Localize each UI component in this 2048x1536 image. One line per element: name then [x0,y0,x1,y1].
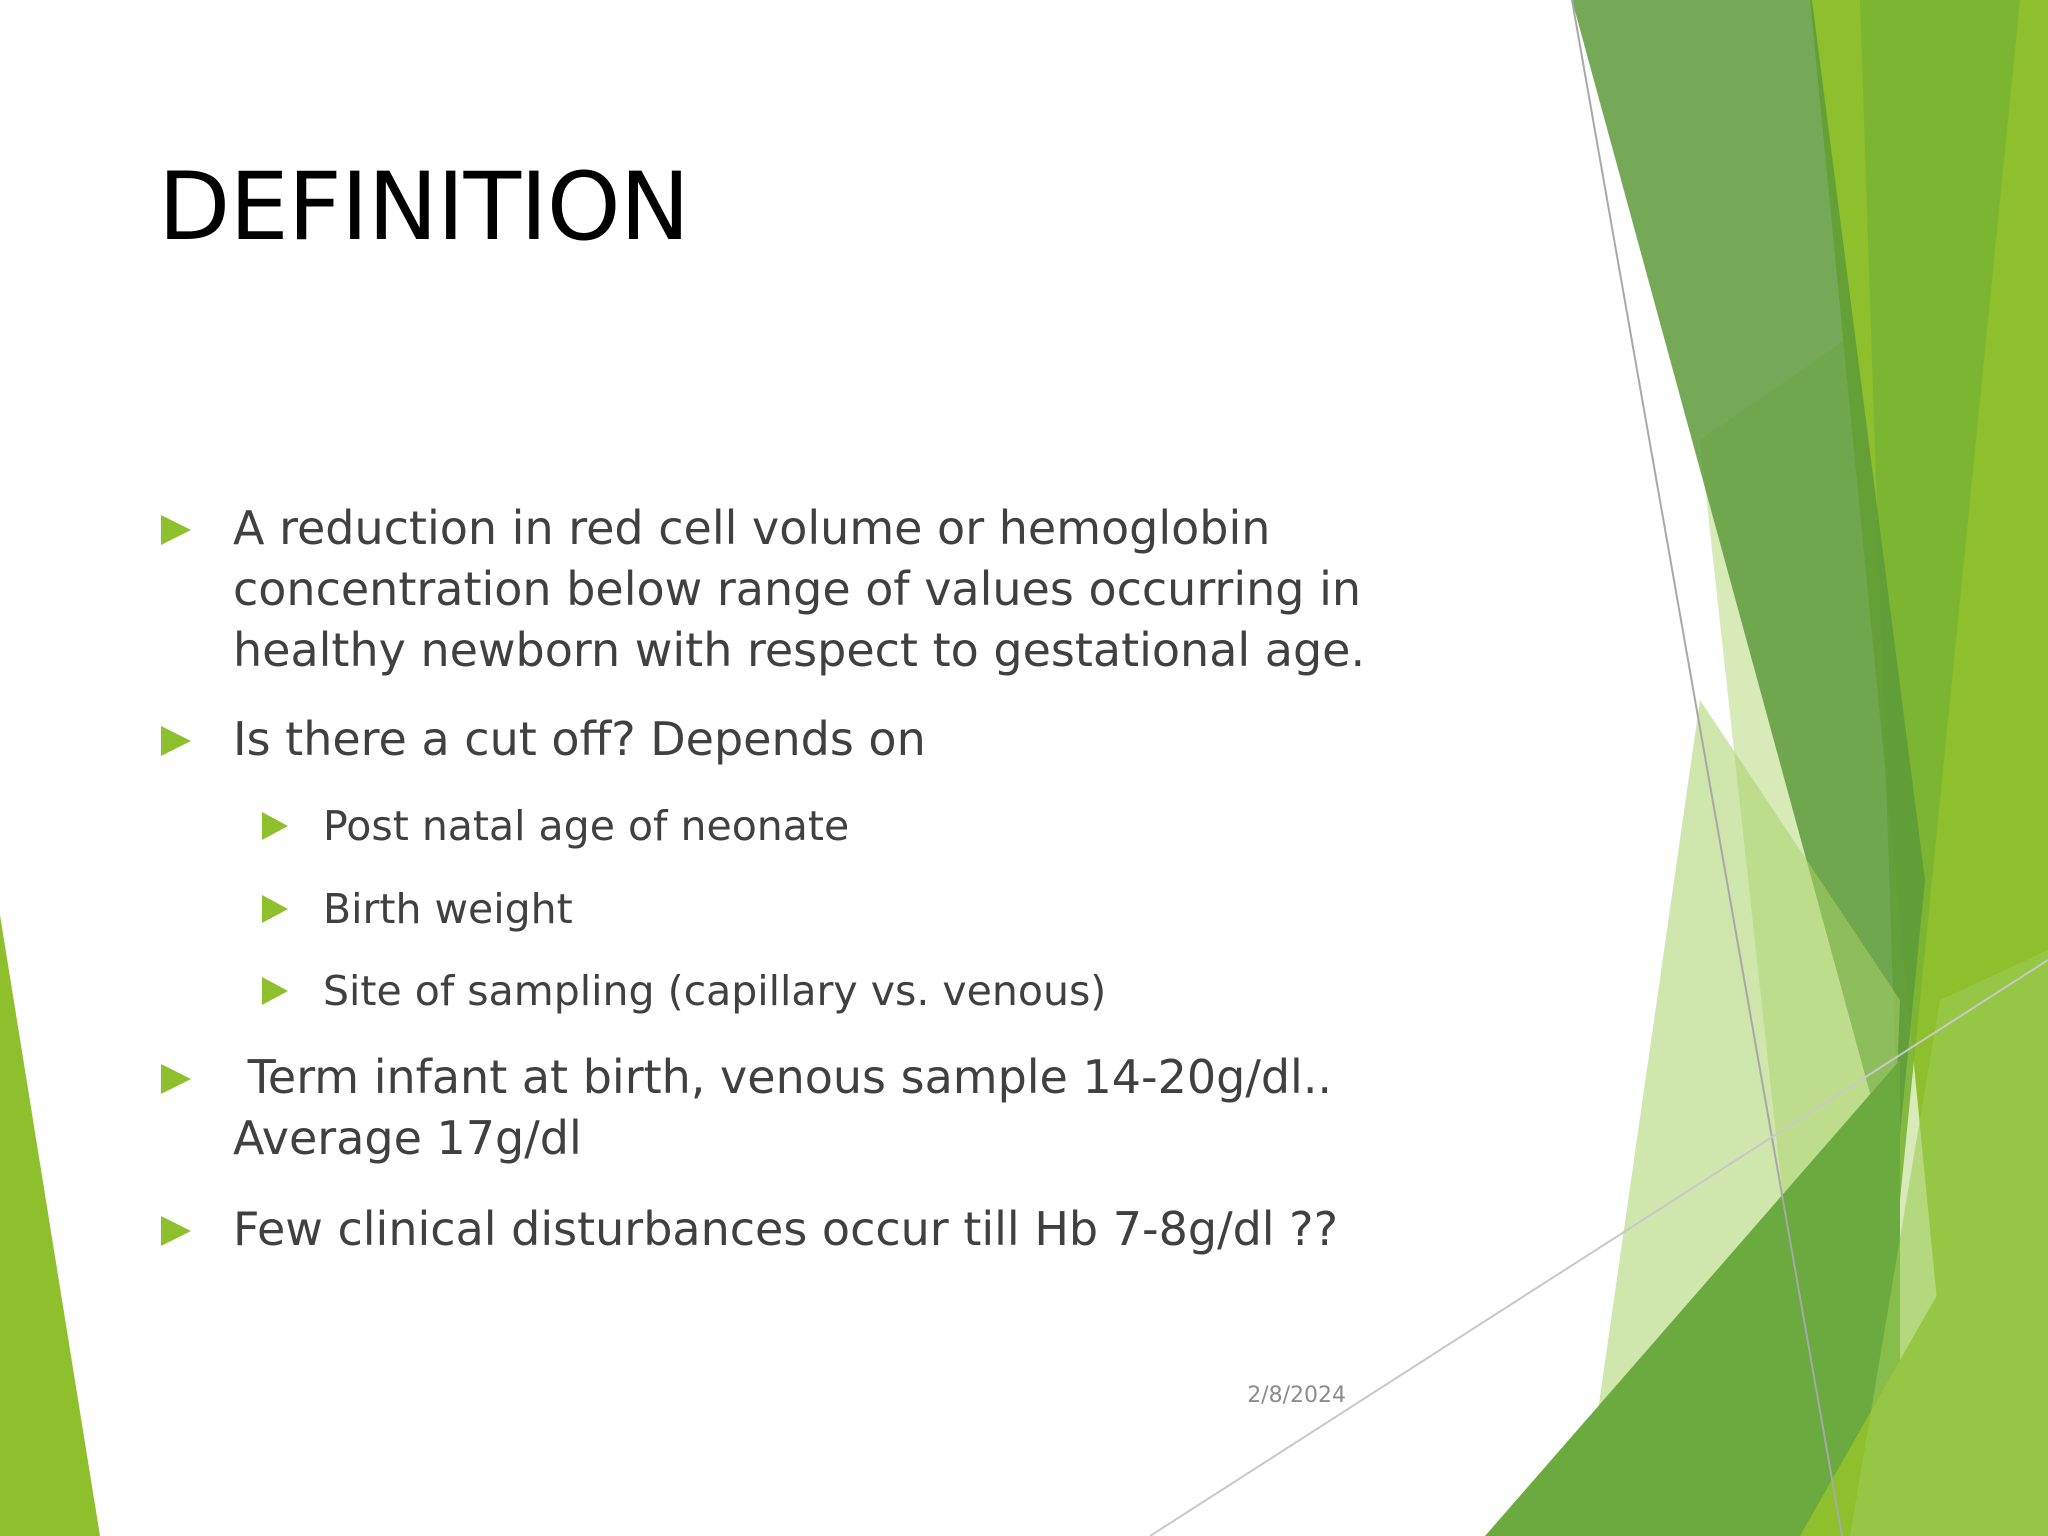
triangle-bullet-icon [262,812,288,840]
footer-date: 2/8/2024 [1247,1383,1346,1408]
sub-bullet-text: Post natal age of neonate [323,802,850,850]
slide-title: DEFINITION [158,153,690,262]
sub-bullet-text: Site of sampling (capillary vs. venous) [323,967,1107,1015]
bullet-text: A reduction in red cell volume or hemoglobin concentration below range of values occurring in healthy newborn with respect to gestational age. [233,501,1366,677]
sub-bullet-text: Birth weight [323,885,573,933]
triangle-bullet-icon [161,1064,191,1094]
bullet-text: Few clinical disturbances occur till Hb 7-8g/dl ?? [233,1202,1339,1256]
triangle-bullet-icon [161,1216,191,1246]
bullet-text: Term infant at birth, venous sample 14-20g/dl.. Average 17g/dl [233,1050,1333,1165]
triangle-bullet-icon [161,726,191,756]
bullet-text: Is there a cut off? Depends on [233,712,926,766]
triangle-bullet-icon [161,515,191,545]
triangle-bullet-icon [262,895,288,923]
triangle-bullet-icon [262,977,288,1005]
left-green-sliver [0,915,100,1536]
